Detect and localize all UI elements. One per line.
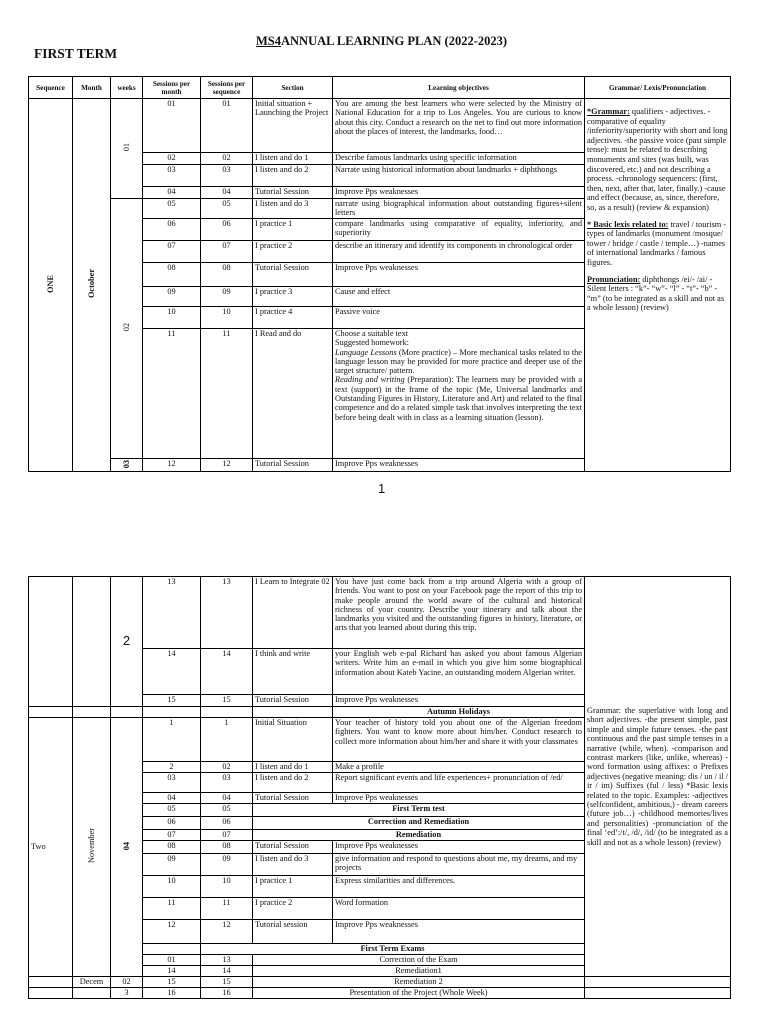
language-lessons-label: Language Lessons	[335, 347, 397, 357]
session-sequence: 03	[201, 773, 253, 793]
session-sequence: 15	[201, 977, 253, 988]
objective-cell	[333, 329, 585, 459]
sequence-label: Two	[31, 842, 46, 852]
objective-cell: Report significant events and life experiences+ pronunciation of /ed/	[333, 773, 585, 793]
session-month: 07	[143, 830, 201, 841]
pronunciation-label: Pronunciation:	[587, 274, 641, 284]
session-sequence: 06	[201, 219, 253, 241]
session-month: 10	[143, 876, 201, 898]
section-cell: Tutorial Session	[253, 263, 333, 287]
session-month: 01	[143, 99, 201, 153]
plan-table-page2	[28, 576, 731, 999]
session-month: 09	[143, 287, 201, 307]
section-cell: I practice 2	[253, 241, 333, 263]
sequence-label: ONE	[45, 274, 55, 293]
section-cell: I practice 1	[253, 219, 333, 241]
col-sessions-month: Sessions per month	[143, 77, 201, 99]
sequence-cell	[29, 718, 73, 977]
objective-cell: Describe famous landmarks using specific information	[333, 153, 585, 165]
remediation-1: Remediation1	[253, 966, 585, 977]
objective-cell: Your teacher of history told you about one of the Algerian freedom fighters. You want to know more about him/her. Conduct research to collect more information about him/her and share it with your classmates	[333, 718, 585, 762]
session-month: 15	[143, 695, 201, 707]
objective-cell: Word formation	[333, 898, 585, 920]
week-cell	[111, 199, 143, 459]
autumn-holidays: Autumn Holidays	[333, 707, 585, 718]
objective-cell: You have just come back from a trip around Algeria with a group of friends. You want to post on your Facebook page the report of this trip to make people around the world aware of the cultural and historical richness of your country. Describe your itinerary and talk about the landmarks you visited and the outstanding figures in history, literature, or arts that you learned about during this trip.	[333, 577, 585, 649]
week-label: 2	[122, 632, 131, 648]
section-cell: I listen and do 3	[253, 854, 333, 876]
objective-cell: Cause and effect	[333, 287, 585, 307]
grammar-cell	[585, 99, 731, 472]
pronunciation-text: diphthongs /ei/- /ai/ -Silent letters : “k”- “w”- “l” - “t”- “b” - “m” (to be integrated as a skill and not as a whole lesson) (review)	[587, 274, 725, 313]
grammar-text: qualifiers - adjectives. -comparative of equality /inferiority/superiority with short and long adjectives. -the passive voice (past simple tense): must be related to describing monuments and sites (was built, was discovered, etc.) and not describing a process. -chronology sequencers: (first, then, next, after that, later, finally.) -cause and effect (because, as, since, therefore, so, as a result) (review & expansion)	[587, 107, 728, 212]
session-sequence: 08	[201, 841, 253, 854]
section-cell: I listen and do 3	[253, 199, 333, 219]
remediation: Remediation	[253, 830, 585, 841]
session-sequence: 1	[201, 718, 253, 762]
col-objectives: Learning objectives	[333, 77, 585, 99]
session-sequence: 10	[201, 876, 253, 898]
reading-text-line: Choose a suitable text	[335, 329, 409, 338]
col-grammar: Grammar/ Lexis/Pronunciation	[585, 77, 731, 99]
session-month: 02	[143, 153, 201, 165]
session-sequence: 12	[201, 459, 253, 472]
exam-correction: Correction of the Exam	[253, 955, 585, 966]
objective-cell: Improve Pps weaknesses	[333, 695, 585, 707]
section-cell: Tutorial Session	[253, 841, 333, 854]
session-month: 14	[143, 649, 201, 695]
section-cell: Tutorial Session	[253, 793, 333, 804]
session-sequence: 13	[201, 577, 253, 649]
section-cell: I listen and do 1	[253, 153, 333, 165]
session-month: 06	[143, 817, 201, 830]
session-month: 12	[143, 459, 201, 472]
sequence-cell-empty	[29, 577, 73, 707]
homework-line: Suggested homework:	[335, 338, 409, 348]
reading-writing-label: Reading and writing	[335, 375, 405, 385]
table-row	[29, 977, 731, 988]
section-cell: Initial Situation	[253, 718, 333, 762]
session-month: 15	[143, 977, 201, 988]
session-sequence: 07	[201, 830, 253, 841]
section-cell: Tutorial Session	[253, 459, 333, 472]
session-month: 03	[143, 165, 201, 187]
objective-cell: describe an itinerary and identify its components in chronological order	[333, 241, 585, 263]
objective-cell: Improve Pps weaknesses	[333, 187, 585, 199]
objective-cell: Improve Pps weaknesses	[333, 920, 585, 944]
session-sequence: 09	[201, 854, 253, 876]
session-sequence: 05	[201, 199, 253, 219]
correction-remediation: Correction and Remediation	[253, 817, 585, 830]
week-label: 02	[121, 323, 131, 332]
session-sequence: 14	[201, 649, 253, 695]
objective-cell: your English web e-pal Richard has asked you about famous Algerian writers. Write him an e-mail in which you give him some biographical information about Kateb Yacine, an outstanding modern Algerian writer.	[333, 649, 585, 695]
objective-cell: Improve Pps weaknesses	[333, 459, 585, 472]
session-month: 1	[143, 718, 201, 762]
table-row	[29, 99, 731, 153]
session-sequence: 12	[201, 920, 253, 944]
session-sequence: 13	[201, 955, 253, 966]
grammar-label: *Grammar:	[587, 107, 630, 116]
section-cell: Tutorial Session	[253, 695, 333, 707]
session-sequence: 14	[201, 966, 253, 977]
session-month: 11	[143, 329, 201, 459]
objective-cell: Narrate using historical information about landmarks + diphthongs	[333, 165, 585, 187]
month-label: October	[86, 269, 96, 299]
section-cell: I Read and do	[253, 329, 333, 459]
session-month: 13	[143, 577, 201, 649]
session-sequence: 08	[201, 263, 253, 287]
session-month: 12	[143, 920, 201, 944]
sequence-cell	[29, 99, 73, 472]
document-title	[256, 34, 507, 49]
session-month: 16	[143, 988, 201, 999]
week-cell	[111, 718, 143, 977]
col-sequence: Sequence	[29, 77, 73, 99]
objective-cell: give information and respond to questions about me, my dreams, and my projects	[333, 854, 585, 876]
session-month: 07	[143, 241, 201, 263]
session-sequence: 03	[201, 165, 253, 187]
col-sessions-sequence: Sessions per sequence	[201, 77, 253, 99]
session-month: 09	[143, 854, 201, 876]
session-month: 14	[143, 966, 201, 977]
week-label: 04	[121, 841, 131, 850]
week-cell	[111, 988, 143, 999]
table-row	[29, 577, 731, 649]
week-cell	[111, 459, 143, 472]
week-label: 02	[122, 977, 131, 986]
week-cell	[111, 577, 143, 707]
objective-cell: Express similarities and differences.	[333, 876, 585, 898]
session-month: 10	[143, 307, 201, 329]
project-presentation: Presentation of the Project (Whole Week)	[253, 988, 585, 999]
session-month: 04	[143, 187, 201, 199]
section-cell: Initial situation + Launching the Project	[253, 99, 333, 153]
session-month: 11	[143, 898, 201, 920]
session-sequence: 04	[201, 187, 253, 199]
section-cell: I listen and do 2	[253, 165, 333, 187]
objective-cell: Improve Pps weaknesses	[333, 263, 585, 287]
month-cell-dec	[73, 977, 111, 988]
objective-cell: compare landmarks using comparative of equality, inferiority, and superiority	[333, 219, 585, 241]
month-label: November	[86, 828, 96, 864]
title-text: ANNUAL LEARNING PLAN (2022-2023)	[281, 34, 508, 48]
section-cell: I practice 1	[253, 876, 333, 898]
section-cell: I practice 4	[253, 307, 333, 329]
section-cell: Tutorial session	[253, 920, 333, 944]
plan-table-page1	[28, 76, 731, 472]
lexis-text: travel / tourism -types of landmarks (monument /mosque/ tower / bridge / castle / temple…) -names of international landmarks / famous figures.	[587, 219, 727, 267]
section-cell: Tutorial Session	[253, 187, 333, 199]
section-cell: I practice 3	[253, 287, 333, 307]
month-cell	[73, 99, 111, 472]
reading-writing-text: (Preparation): The learners may be provided with a text (support) in the frame of the topic (Me, Universal landmarks and Outstanding Figures in History, Literature and Art) and related to the final competence and do a related simple task that involves interpreting the text before being dealt with in class as a learning situation (lesson).	[335, 375, 583, 422]
header-row	[29, 77, 731, 99]
session-sequence: 10	[201, 307, 253, 329]
month-label-dec: Decem	[79, 977, 104, 987]
week-label: 3	[124, 988, 129, 997]
lexis-label: * Basic lexis related to:	[587, 219, 669, 229]
objective-cell: Make a profile	[333, 762, 585, 773]
session-sequence: 02	[201, 762, 253, 773]
col-weeks: weeks	[111, 77, 143, 99]
session-month: 01	[143, 955, 201, 966]
session-sequence: 01	[201, 99, 253, 153]
session-sequence: 15	[201, 695, 253, 707]
language-lessons-text: (More practice) – More mechanical tasks related to the language lesson may be provided for more practice and deeper use of the target structure/ pattern.	[335, 347, 582, 376]
col-section: Section	[253, 77, 333, 99]
grammar-cell: Grammar: the superlative with long and short adjectives. -the present simple, past simple and simple future tenses. -the past continuous and the past simple tenses in a narrative (while, when). -comparison and contrast markers (like, unlike, whereas) -word formation using affixes: o Prefixes adjectives (negative meaning: dis / un / il / ir / im) Suffixes (ful / less) *Basic lexis related to the topic. Examples: -adjectives (selfconfident, ambitious,) - dream careers (future job…) -childhood memories/lives and personalities) -pronunciation of the final ‘ed’:/t/, /d/, /id/ (to be integrated as a skill and not as a whole lesson) (review)	[585, 577, 731, 977]
session-sequence: 04	[201, 793, 253, 804]
week-cell	[111, 977, 143, 988]
week-label: 03	[121, 459, 131, 468]
session-month: 03	[143, 773, 201, 793]
table-row	[29, 988, 731, 999]
first-term-exams: First Term Exams	[201, 944, 585, 955]
session-sequence: 11	[201, 898, 253, 920]
session-sequence: 09	[201, 287, 253, 307]
session-sequence: 16	[201, 988, 253, 999]
session-month: 2	[143, 762, 201, 773]
session-sequence: 11	[201, 329, 253, 459]
objective-cell: Improve Pps weaknesses	[333, 793, 585, 804]
section-cell: I think and write	[253, 649, 333, 695]
session-month: 04	[143, 793, 201, 804]
level-code: MS4	[256, 34, 281, 48]
month-cell	[73, 718, 111, 977]
session-month: 08	[143, 841, 201, 854]
section-cell: I Learn to Integrate 02	[253, 577, 333, 649]
session-month: 08	[143, 263, 201, 287]
month-cell-empty	[73, 577, 111, 707]
col-month: Month	[73, 77, 111, 99]
section-cell: I listen and do 2	[253, 773, 333, 793]
session-month: 05	[143, 199, 201, 219]
objective-cell: narrate using biographical information about outstanding figures+silent letters	[333, 199, 585, 219]
first-term-test: First Term test	[253, 804, 585, 817]
session-month: 06	[143, 219, 201, 241]
remediation-2: Remediation 2	[253, 977, 585, 988]
objective-cell: Passive voice	[333, 307, 585, 329]
section-cell: I listen and do 1	[253, 762, 333, 773]
week-cell	[111, 99, 143, 199]
session-sequence: 02	[201, 153, 253, 165]
session-sequence: 05	[201, 804, 253, 817]
week-label: 01	[121, 143, 131, 152]
objective-cell: You are among the best learners who were selected by the Ministry of National Education for a trip to Los Angeles. You are curious to know about this city. Conduct a research on the net to find out more information about the places of interest, the landmarks, food…	[333, 99, 585, 153]
term-title: FIRST TERM	[34, 46, 118, 61]
section-cell: I practice 2	[253, 898, 333, 920]
session-sequence: 07	[201, 241, 253, 263]
session-sequence: 06	[201, 817, 253, 830]
objective-cell: Improve Pps weaknesses	[333, 841, 585, 854]
session-month: 05	[143, 804, 201, 817]
page-number: 1	[378, 481, 386, 496]
